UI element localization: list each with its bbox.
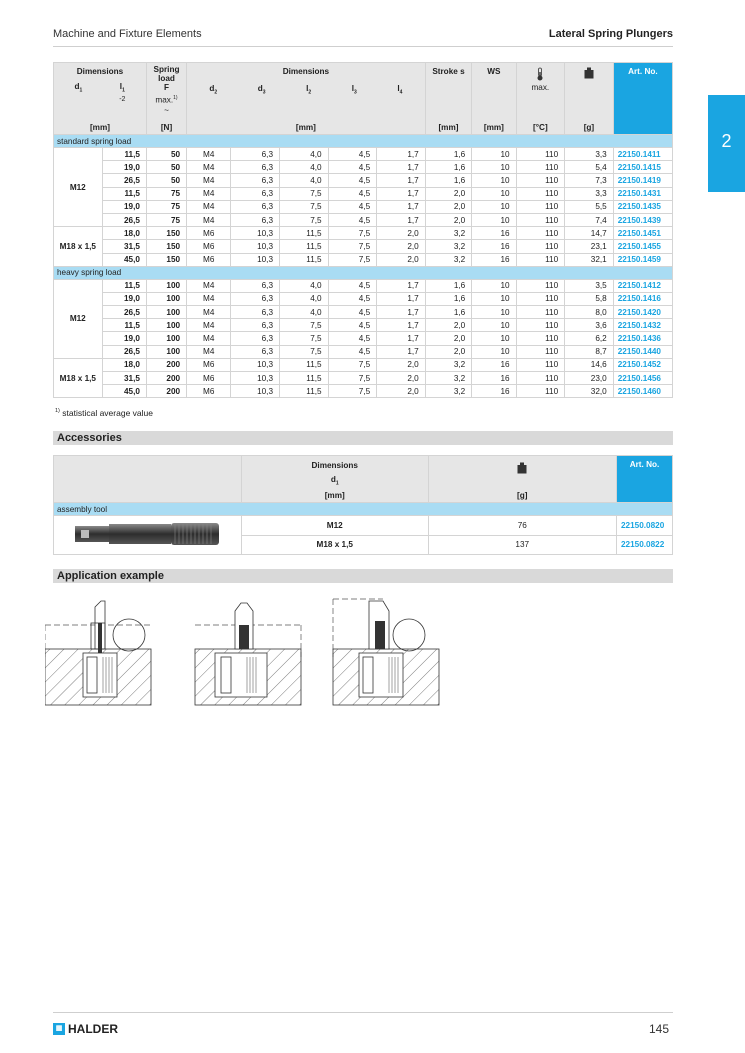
acc-dim: M18 x 1,5 — [241, 535, 428, 555]
table-cell: 11,5 — [280, 240, 329, 253]
acc-art-no: 22150.0820 — [617, 516, 673, 536]
table-cell: 2,0 — [377, 227, 426, 240]
table-row — [54, 253, 673, 266]
table-cell: 6,3 — [231, 306, 280, 319]
table-cell: 2,0 — [377, 385, 426, 398]
table-cell: 10 — [472, 174, 516, 187]
table-row — [54, 319, 673, 332]
table-cell: 5,8 — [565, 292, 614, 305]
header-art-no: Art. No. — [613, 63, 672, 135]
table-cell: 5,4 — [565, 161, 614, 174]
table-cell: 6,3 — [231, 187, 280, 200]
table-cell: 1,7 — [377, 345, 426, 358]
table-cell: 18,0 — [102, 227, 146, 240]
table-row — [54, 148, 673, 161]
acc-header-weight: [g] — [428, 456, 616, 503]
table-row — [54, 385, 673, 398]
table-cell: 110 — [516, 358, 565, 371]
footer-divider — [53, 1012, 673, 1013]
table-cell: 5,5 — [565, 200, 614, 213]
table-cell: 10 — [472, 306, 516, 319]
table-row — [54, 372, 673, 385]
section-standard-spring-load: standard spring load — [54, 135, 673, 148]
table-cell: 75 — [146, 213, 186, 226]
table-cell: 26,5 — [102, 306, 146, 319]
table-cell: 110 — [516, 187, 565, 200]
table-cell: 10 — [472, 200, 516, 213]
art-no-cell: 22150.1459 — [613, 253, 672, 266]
table-cell: M4 — [187, 292, 231, 305]
table-cell: 1,6 — [425, 161, 471, 174]
table-cell: 11,5 — [102, 148, 146, 161]
chapter-tab: 2 — [708, 95, 745, 192]
d3-label: $d_3$ — [257, 84, 266, 96]
table-cell: 1,7 — [377, 306, 426, 319]
table-cell: 10 — [472, 279, 516, 292]
table-cell: M4 — [187, 332, 231, 345]
table-cell: 11,5 — [102, 319, 146, 332]
table-row — [54, 213, 673, 226]
table-cell: 110 — [516, 279, 565, 292]
table-cell: 11,5 — [280, 227, 329, 240]
table-row — [54, 240, 673, 253]
table-cell: 4,0 — [280, 148, 329, 161]
table-cell: 7,5 — [328, 253, 377, 266]
table-cell: 18,0 — [102, 358, 146, 371]
table-cell: 23,0 — [565, 372, 614, 385]
table-cell: 32,1 — [565, 253, 614, 266]
table-cell: 7,5 — [280, 213, 329, 226]
header-weight: [g] — [565, 63, 614, 135]
table-row — [54, 358, 673, 371]
header-title: Lateral Spring Plungers — [548, 28, 673, 40]
assembly-tool-drawing — [67, 518, 227, 550]
art-no-cell: 22150.1455 — [613, 240, 672, 253]
table-cell: 10,3 — [231, 385, 280, 398]
table-cell: 31,5 — [102, 372, 146, 385]
table-cell: 4,5 — [328, 148, 377, 161]
table-cell: 6,3 — [231, 292, 280, 305]
weight-icon — [516, 462, 528, 474]
table-cell: 8,0 — [565, 306, 614, 319]
table-cell: 200 — [146, 372, 186, 385]
table-cell: M4 — [187, 174, 231, 187]
table-cell: 1,6 — [425, 306, 471, 319]
l1-label: $l_1$ -2 — [119, 82, 126, 103]
acc-blank-header — [54, 456, 242, 503]
table-cell: 2,0 — [425, 200, 471, 213]
art-no-cell: 22150.1452 — [613, 358, 672, 371]
table-cell: 4,5 — [328, 292, 377, 305]
art-no-cell: 22150.1419 — [613, 174, 672, 187]
table-cell: 110 — [516, 161, 565, 174]
table-cell: 4,5 — [328, 213, 377, 226]
table-cell: 110 — [516, 319, 565, 332]
acc-header-art-no: Art. No. — [617, 456, 673, 503]
table-cell: 10 — [472, 187, 516, 200]
application-example-drawings — [45, 597, 465, 712]
table-cell: M6 — [187, 385, 231, 398]
table-cell: 14,7 — [565, 227, 614, 240]
acc-weight: 76 — [428, 516, 616, 536]
table-cell: 10,3 — [231, 227, 280, 240]
table-cell: 110 — [516, 332, 565, 345]
table-row — [54, 332, 673, 345]
table-cell: 19,0 — [102, 332, 146, 345]
l3-label: $l_3$ — [351, 84, 357, 96]
table-cell: 26,5 — [102, 174, 146, 187]
application-drawing-3 — [333, 599, 439, 705]
table-cell: 50 — [146, 174, 186, 187]
acc-art-no: 22150.0822 — [617, 535, 673, 555]
table-cell: 10 — [472, 345, 516, 358]
assembly-tool-image — [54, 516, 242, 555]
table-cell: 2,0 — [425, 319, 471, 332]
art-no-cell: 22150.1456 — [613, 372, 672, 385]
header-spring-load: Spring load F max.$^{1)}$ ~ [N] — [146, 63, 186, 135]
table-cell: M6 — [187, 358, 231, 371]
table-cell: 19,0 — [102, 292, 146, 305]
acc-weight: 137 — [428, 535, 616, 555]
halder-logo-icon: ▦ — [53, 1023, 65, 1035]
table-cell: 7,5 — [328, 385, 377, 398]
spring-plunger-table — [53, 62, 673, 398]
table-cell: 1,7 — [377, 161, 426, 174]
brand-logo: ▦ HALDER — [53, 1022, 118, 1036]
table-cell: 7,5 — [328, 358, 377, 371]
table-cell: M4 — [187, 319, 231, 332]
table-cell: 200 — [146, 385, 186, 398]
table-cell: 4,5 — [328, 161, 377, 174]
header-stroke: Stroke s [mm] — [425, 63, 471, 135]
table-cell: 10 — [472, 161, 516, 174]
table-cell: 7,5 — [280, 187, 329, 200]
thread-size: M18 x 1,5 — [54, 227, 103, 267]
art-no-cell: 22150.1412 — [613, 279, 672, 292]
table-cell: 14,6 — [565, 358, 614, 371]
l2-label: $l_2$ — [306, 84, 312, 96]
table-cell: 11,5 — [102, 187, 146, 200]
header-temperature: max. [°C] — [516, 63, 565, 135]
table-cell: 2,0 — [425, 332, 471, 345]
header-category: Machine and Fixture Elements — [53, 28, 202, 40]
table-cell: 8,7 — [565, 345, 614, 358]
weight-icon — [583, 67, 595, 79]
table-cell: 50 — [146, 161, 186, 174]
table-cell: M6 — [187, 227, 231, 240]
table-cell: 1,6 — [425, 174, 471, 187]
art-no-cell: 22150.1436 — [613, 332, 672, 345]
header-ws: WS [mm] — [472, 63, 516, 135]
application-drawing-2 — [195, 603, 301, 705]
table-cell: 110 — [516, 227, 565, 240]
table-row — [54, 279, 673, 292]
table-cell: 10 — [472, 292, 516, 305]
table-cell: 1,7 — [377, 292, 426, 305]
table-cell: 2,0 — [377, 372, 426, 385]
table-cell: 11,5 — [280, 253, 329, 266]
thread-size: M12 — [54, 148, 103, 227]
table-cell: 1,7 — [377, 279, 426, 292]
table-cell: 3,2 — [425, 358, 471, 371]
art-no-cell: 22150.1439 — [613, 213, 672, 226]
art-no-cell: 22150.1451 — [613, 227, 672, 240]
table-cell: M6 — [187, 253, 231, 266]
table-cell: 7,5 — [280, 332, 329, 345]
table-cell: 7,4 — [565, 213, 614, 226]
table-cell: 110 — [516, 240, 565, 253]
table-cell: 4,5 — [328, 187, 377, 200]
table-cell: 6,3 — [231, 213, 280, 226]
table-cell: M4 — [187, 187, 231, 200]
table-cell: 150 — [146, 253, 186, 266]
table-cell: 150 — [146, 240, 186, 253]
table-cell: 7,5 — [280, 200, 329, 213]
table-cell: 11,5 — [280, 372, 329, 385]
table-cell: M4 — [187, 161, 231, 174]
thread-size: M18 x 1,5 — [54, 358, 103, 398]
table-row — [54, 292, 673, 305]
page-number: 145 — [648, 1022, 669, 1036]
table-cell: 1,6 — [425, 148, 471, 161]
art-no-cell: 22150.1432 — [613, 319, 672, 332]
table-row — [54, 174, 673, 187]
table-cell: 2,0 — [377, 358, 426, 371]
table-cell: 100 — [146, 319, 186, 332]
table-cell: 110 — [516, 200, 565, 213]
table-cell: 6,3 — [231, 161, 280, 174]
table-cell: 110 — [516, 345, 565, 358]
table-cell: 10 — [472, 213, 516, 226]
table-cell: 1,7 — [377, 148, 426, 161]
table-cell: 1,6 — [425, 292, 471, 305]
acc-header-dimensions: Dimensions $d_1$ [mm] — [241, 456, 428, 503]
table-cell: 4,0 — [280, 174, 329, 187]
table-cell: 100 — [146, 332, 186, 345]
table-cell: 150 — [146, 227, 186, 240]
table-cell: 1,7 — [377, 174, 426, 187]
table-cell: 1,7 — [377, 319, 426, 332]
d2-label: $d_2$ — [209, 84, 218, 96]
table-cell: 16 — [472, 372, 516, 385]
table-cell: 7,5 — [280, 345, 329, 358]
art-no-cell: 22150.1435 — [613, 200, 672, 213]
table-cell: 3,3 — [565, 148, 614, 161]
table-cell: 16 — [472, 385, 516, 398]
table-cell: 75 — [146, 187, 186, 200]
table-cell: 16 — [472, 227, 516, 240]
table-cell: 23,1 — [565, 240, 614, 253]
table-cell: 4,5 — [328, 174, 377, 187]
section-heavy-spring-load: heavy spring load — [54, 266, 673, 279]
art-no-cell: 22150.1411 — [613, 148, 672, 161]
table-cell: 4,5 — [328, 279, 377, 292]
table-cell: 3,2 — [425, 385, 471, 398]
table-cell: 110 — [516, 148, 565, 161]
table-cell: 16 — [472, 358, 516, 371]
table-cell: 1,7 — [377, 213, 426, 226]
table-cell: 11,5 — [280, 358, 329, 371]
table-cell: 19,0 — [102, 161, 146, 174]
table-cell: M4 — [187, 306, 231, 319]
acc-section-assembly-tool: assembly tool — [54, 503, 673, 516]
table-row — [54, 306, 673, 319]
table-cell: 50 — [146, 148, 186, 161]
table-cell: 110 — [516, 306, 565, 319]
table-cell: 26,5 — [102, 345, 146, 358]
art-no-cell: 22150.1460 — [613, 385, 672, 398]
application-heading: Application example — [53, 569, 673, 583]
table-cell: 2,0 — [377, 253, 426, 266]
table-cell: 10 — [472, 332, 516, 345]
table-cell: 11,5 — [280, 385, 329, 398]
table-cell: 6,3 — [231, 319, 280, 332]
table-row — [54, 200, 673, 213]
table-cell: M4 — [187, 279, 231, 292]
header-dimensions — [54, 63, 147, 135]
table-cell: 200 — [146, 358, 186, 371]
table-cell: 4,5 — [328, 306, 377, 319]
table-cell: 10,3 — [231, 358, 280, 371]
table-cell: 7,3 — [565, 174, 614, 187]
table-row — [54, 345, 673, 358]
table-cell: 19,0 — [102, 200, 146, 213]
table-cell: 6,3 — [231, 332, 280, 345]
table-cell: 6,3 — [231, 148, 280, 161]
table-cell: M6 — [187, 372, 231, 385]
table-cell: 1,7 — [377, 332, 426, 345]
table-cell: 110 — [516, 253, 565, 266]
table-cell: 10 — [472, 319, 516, 332]
table-row — [54, 187, 673, 200]
table-cell: 4,5 — [328, 319, 377, 332]
table-cell: 4,5 — [328, 332, 377, 345]
table-cell: 10,3 — [231, 253, 280, 266]
table-cell: 4,5 — [328, 200, 377, 213]
table-cell: M4 — [187, 213, 231, 226]
header-dimensions-2: Dimensions $d_2$ $d_3$ $l_2$ $l_3$ $l_4$ [mm] — [187, 63, 426, 135]
l4-label: $l_4$ — [397, 84, 403, 96]
table-row — [54, 161, 673, 174]
art-no-cell: 22150.1440 — [613, 345, 672, 358]
table-cell: 110 — [516, 174, 565, 187]
art-no-cell: 22150.1415 — [613, 161, 672, 174]
table-cell: 4,0 — [280, 306, 329, 319]
art-no-cell: 22150.1420 — [613, 306, 672, 319]
accessories-heading: Accessories — [53, 431, 673, 445]
thermometer-icon — [535, 67, 545, 81]
table-cell: M4 — [187, 200, 231, 213]
table-cell: 4,5 — [328, 345, 377, 358]
table-cell: 1,7 — [377, 187, 426, 200]
table-cell: 10 — [472, 148, 516, 161]
table-cell: 110 — [516, 372, 565, 385]
table-cell: 100 — [146, 292, 186, 305]
table-cell: 3,2 — [425, 240, 471, 253]
table-cell: 4,0 — [280, 292, 329, 305]
table-cell: 7,5 — [328, 240, 377, 253]
unit-mm: [mm] — [89, 123, 110, 132]
table-cell: 2,0 — [425, 345, 471, 358]
table-cell: 10,3 — [231, 372, 280, 385]
table-cell: 4,0 — [280, 161, 329, 174]
table-cell: 75 — [146, 200, 186, 213]
table-cell: 100 — [146, 345, 186, 358]
table-cell: 3,6 — [565, 319, 614, 332]
table-row — [54, 227, 673, 240]
table-cell: 26,5 — [102, 213, 146, 226]
table-cell: 31,5 — [102, 240, 146, 253]
table-cell: 3,2 — [425, 372, 471, 385]
table-cell: 7,5 — [328, 227, 377, 240]
table-cell: 3,3 — [565, 187, 614, 200]
table-cell: 10,3 — [231, 240, 280, 253]
table-cell: 1,7 — [377, 200, 426, 213]
table-cell: 45,0 — [102, 385, 146, 398]
table-cell: M4 — [187, 148, 231, 161]
table-cell: 100 — [146, 306, 186, 319]
table-cell: 1,6 — [425, 279, 471, 292]
acc-dim: M12 — [241, 516, 428, 536]
table-cell: 6,3 — [231, 174, 280, 187]
d1-label: $d_1$ — [74, 82, 83, 94]
table-cell: 6,3 — [231, 200, 280, 213]
table-cell: 110 — [516, 385, 565, 398]
table-cell: 6,2 — [565, 332, 614, 345]
accessories-table — [53, 455, 673, 555]
table-cell: M4 — [187, 345, 231, 358]
table-cell: 7,5 — [280, 319, 329, 332]
application-drawing-1 — [45, 601, 151, 705]
header-divider — [53, 46, 673, 47]
table-cell: 11,5 — [102, 279, 146, 292]
table-cell: 110 — [516, 292, 565, 305]
table-cell: 16 — [472, 240, 516, 253]
dimensions-label: Dimensions — [76, 67, 124, 76]
table-cell: 3,2 — [425, 253, 471, 266]
table-cell: M6 — [187, 240, 231, 253]
table-cell: 6,3 — [231, 279, 280, 292]
table-cell: 32,0 — [565, 385, 614, 398]
table-cell: 7,5 — [328, 372, 377, 385]
table-cell: 100 — [146, 279, 186, 292]
table-cell: 2,0 — [425, 187, 471, 200]
table-cell: 2,0 — [425, 213, 471, 226]
table-cell: 16 — [472, 253, 516, 266]
art-no-cell: 22150.1431 — [613, 187, 672, 200]
art-no-cell: 22150.1416 — [613, 292, 672, 305]
table-cell: 45,0 — [102, 253, 146, 266]
table-cell: 4,0 — [280, 279, 329, 292]
table-cell: 3,2 — [425, 227, 471, 240]
table-cell: 3,5 — [565, 279, 614, 292]
table-cell: 110 — [516, 213, 565, 226]
table-cell: 6,3 — [231, 345, 280, 358]
thread-size: M12 — [54, 279, 103, 358]
table-cell: 2,0 — [377, 240, 426, 253]
footnote: $^{1)}$ statistical average value — [55, 408, 153, 418]
